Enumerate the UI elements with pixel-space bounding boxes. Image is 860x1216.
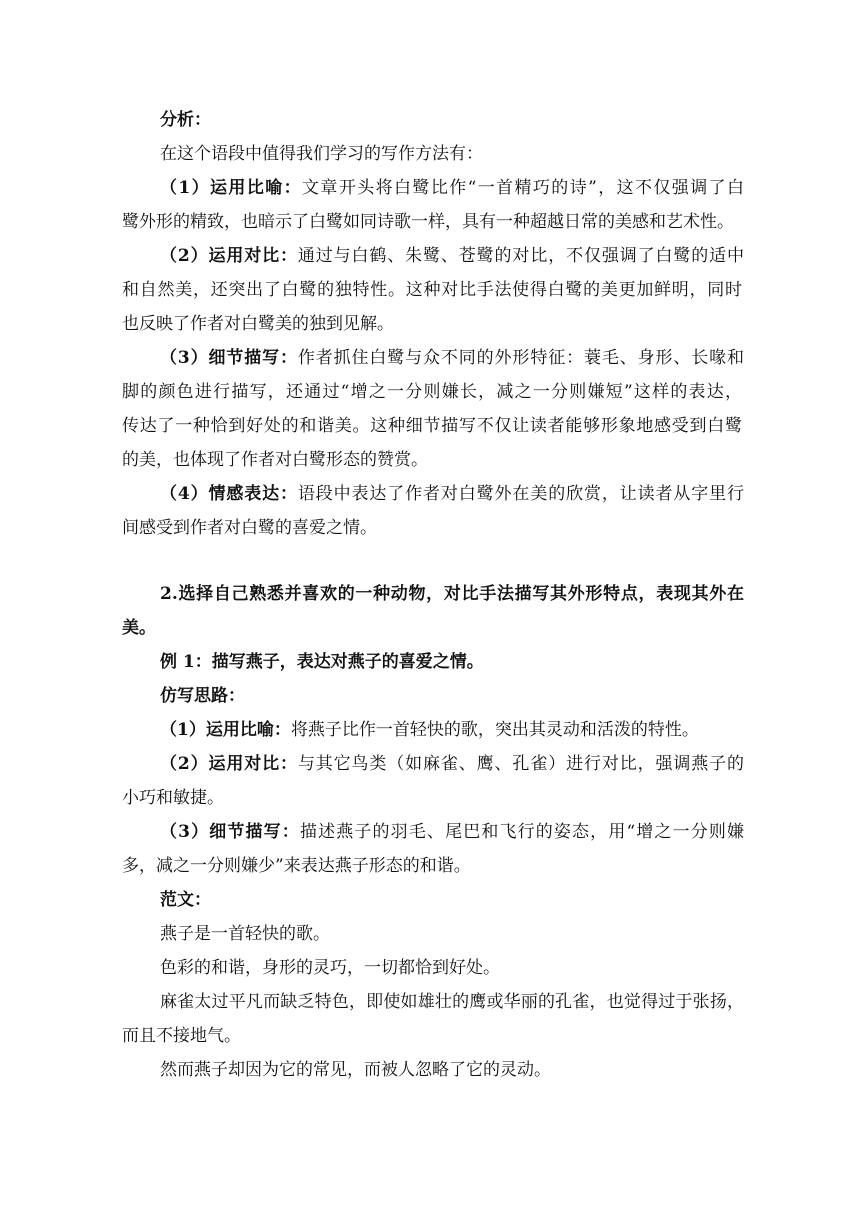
- sample-paragraph-3-line-2: 而且不接地气。: [122, 1026, 241, 1046]
- sample-paragraph-1: 燕子是一首轻快的歌。: [160, 924, 330, 944]
- example-1-heading: 例 1：描写燕子，表达对燕子的喜爱之情。: [160, 652, 484, 672]
- analysis-item-2-line-3: 也反映了作者对白鹭美的独到见解。: [122, 314, 394, 334]
- analysis-item-2-line-1: （2）运用对比：通过与白鹤、朱鹭、苍鹭的对比，不仅强调了白鹭的适中: [160, 246, 744, 266]
- analysis-intro: 在这个语段中值得我们学习的写作方法有：: [160, 144, 483, 164]
- analysis-item-3-line-4: 的美，也体现了作者对白鹭形态的赞赏。: [122, 450, 428, 470]
- analysis-item-3-line-2: 脚的颜色进行描写，还通过“增之一分则嫌长，减之一分则嫌短”这样的表达，: [122, 382, 742, 402]
- analysis-item-2-label: （2）运用对比：: [160, 246, 298, 266]
- question-2-line-1: 2.选择自己熟悉并喜欢的一种动物，对比手法描写其外形特点，表现其外在: [160, 584, 744, 604]
- idea-3-label: （3）细节描写：: [160, 822, 300, 842]
- analysis-item-4-line-1: （4）情感表达：语段中表达了作者对白鹭外在美的欣赏，让读者从字里行: [160, 484, 744, 504]
- question-2-line-2: 美。: [122, 618, 156, 638]
- idea-3-line-2: 多，减之一分则嫌少”来表达燕子形态的和谐。: [122, 856, 471, 876]
- imitation-ideas-heading: 仿写思路：: [160, 686, 245, 706]
- analysis-item-3-line-3: 传达了一种恰到好处的和谐美。这种细节描写不仅让读者能够形象地感受到白鹭: [122, 416, 742, 436]
- idea-3-line-1: （3）细节描写：描述燕子的羽毛、尾巴和飞行的姿态，用“增之一分则嫌: [160, 822, 744, 842]
- idea-2-line-2: 小巧和敏捷。: [122, 788, 224, 808]
- analysis-item-1-line-2: 鹭外形的精致，也暗示了白鹭如同诗歌一样，具有一种超越日常的美感和艺术性。: [122, 212, 734, 232]
- analysis-item-1-label: （1）运用比喻：: [160, 178, 303, 198]
- sample-essay-heading: 范文：: [160, 890, 211, 910]
- idea-2-label: （2）运用对比：: [160, 754, 298, 774]
- analysis-item-3-line-1: （3）细节描写：作者抓住白鹭与众不同的外形特征：蓑毛、身形、长喙和: [160, 348, 744, 368]
- sample-paragraph-3-line-1: 麻雀太过平凡而缺乏特色，即使如雄壮的鹰或华丽的孔雀，也觉得过于张扬，: [160, 992, 744, 1012]
- sample-paragraph-4: 然而燕子却因为它的常见，而被人忽略了它的灵动。: [160, 1060, 551, 1080]
- idea-1-label: （1）运用比喻：: [160, 720, 291, 740]
- sample-paragraph-2: 色彩的和谐，身形的灵巧，一切都恰到好处。: [160, 958, 500, 978]
- analysis-heading: 分析：: [160, 110, 211, 130]
- analysis-item-4-line-2: 间感受到作者对白鹭的喜爱之情。: [122, 518, 377, 538]
- analysis-item-2-line-2: 和自然美，还突出了白鹭的独特性。这种对比手法使得白鹭的美更加鲜明，同时: [122, 280, 742, 300]
- analysis-item-4-label: （4）情感表达：: [160, 484, 298, 504]
- idea-1: （1）运用比喻：将燕子比作一首轻快的歌，突出其灵动和活泼的特性。: [160, 720, 699, 740]
- analysis-item-3-label: （3）细节描写：: [160, 348, 298, 368]
- idea-2-line-1: （2）运用对比：与其它鸟类（如麻雀、鹰、孔雀）进行对比，强调燕子的: [160, 754, 744, 774]
- analysis-item-1-line-1: （1）运用比喻：文章开头将白鹭比作“一首精巧的诗”，这不仅强调了白: [160, 178, 744, 198]
